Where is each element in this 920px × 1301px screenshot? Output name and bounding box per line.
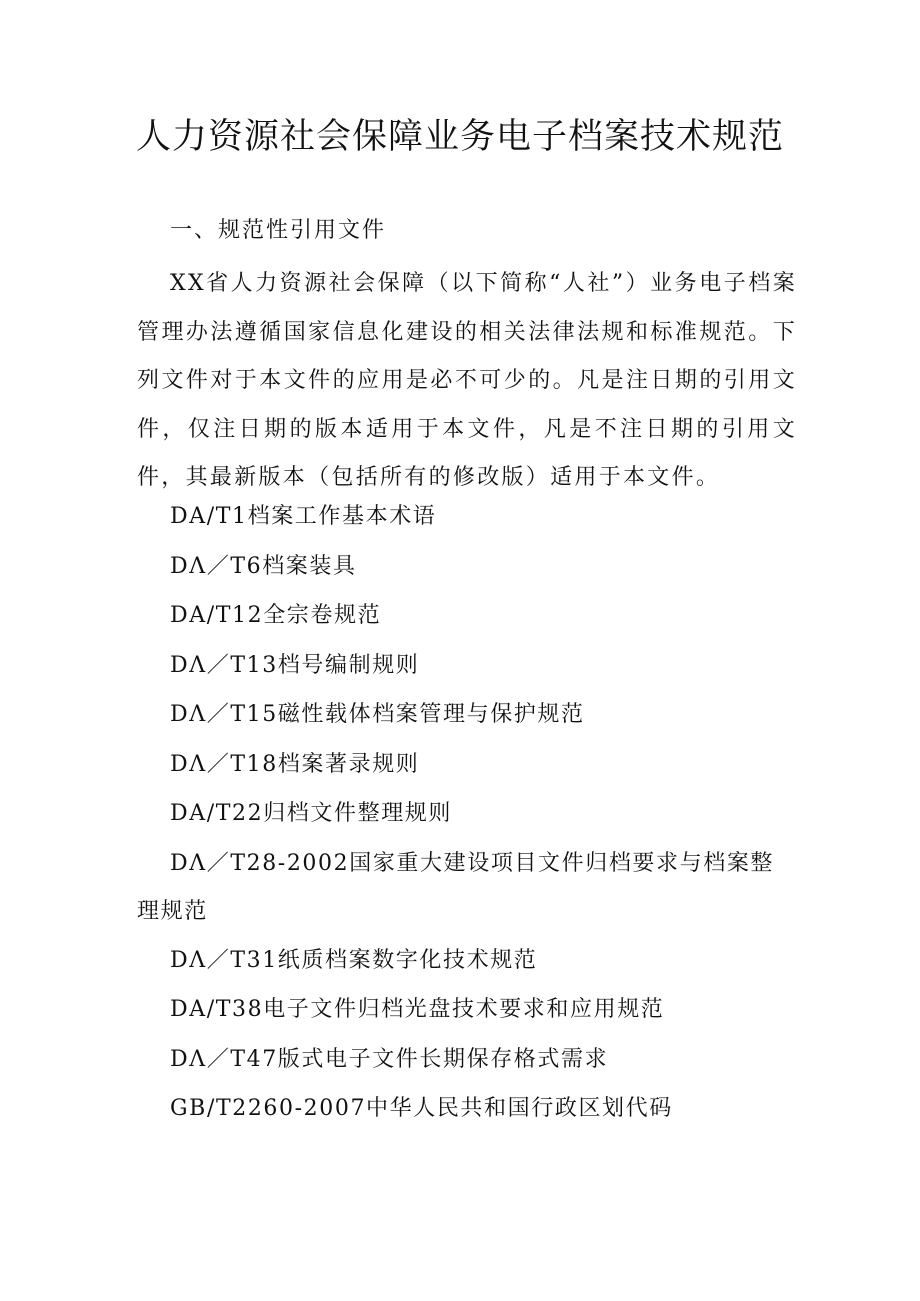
reference-item: DΛ／T47版式电子文件长期保存格式需求 bbox=[170, 1046, 609, 1072]
reference-item: DA/T38电子文件归档光盘技术要求和应用规范 bbox=[170, 997, 665, 1022]
reference-item: DA/T22归档文件整理规则 bbox=[170, 801, 453, 826]
reference-item: DΛ／T28-2002国家重大建设项目文件归档要求与档案整理规范 bbox=[137, 850, 775, 924]
reference-item: DΛ／T18档案著录规则 bbox=[170, 751, 420, 777]
reference-item: GB/T2260-2007中华人民共和国行政区划代码 bbox=[170, 1096, 673, 1121]
intro-paragraph: XX省人力资源社会保障（以下简称“人社”）业务电子档案管理办法遵循国家信息化建设的相关法律法规和标准规范。下列文件对于本文件的应用是必不可少的。凡是注日期的引用文件，仅注日期的版本适用于本文件，凡是不注日期的引用文件，其最新版本（包括所有的修改版）适用于本文件。 bbox=[137, 271, 797, 491]
reference-item: DΛ／T31纸质档案数字化技术规范 bbox=[170, 947, 538, 973]
section-heading: 一、规范性引用文件 bbox=[170, 218, 387, 243]
reference-item: DΛ／T6档案装具 bbox=[170, 553, 357, 579]
reference-list bbox=[137, 500, 797, 1142]
reference-item: DΛ／T15磁性载体档案管理与保护规范 bbox=[170, 702, 585, 727]
reference-item: DA/T1档案工作基本术语 bbox=[170, 504, 437, 529]
reference-item: DΛ／T13档号编制规则 bbox=[170, 652, 420, 678]
document-title: 人力资源社会保障业务电子档案技术规范 bbox=[135, 117, 784, 157]
reference-item: DA/T12全宗卷规范 bbox=[170, 603, 382, 628]
